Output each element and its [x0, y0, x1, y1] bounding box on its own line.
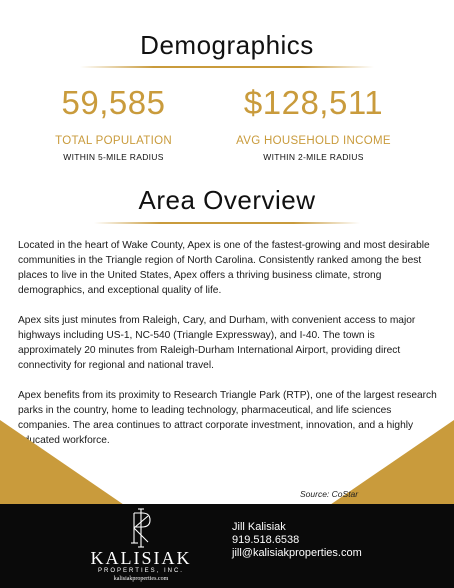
- demographics-title: Demographics: [140, 30, 314, 60]
- kalisiak-logo: [78, 508, 204, 582]
- contact-name: Jill Kalisiak: [232, 521, 286, 533]
- stat-sublabel: WITHIN 2-MILE RADIUS: [263, 152, 364, 162]
- overview-paragraph: Apex sits just minutes from Raleigh, Cary, and Durham, with convenient access to major highways including US-1, NC-540 (Triangle Expressway), and I-40. The town is approximately 20 minutes from Raleigh-Durham International Airport, providing direct connectivity for regional and national travel.: [18, 315, 416, 371]
- contact-phone[interactable]: 919.518.6538: [232, 534, 300, 546]
- stat-avg-household-income: [200, 84, 427, 162]
- stat-label: TOTAL POPULATION: [55, 135, 172, 147]
- demographics-divider: [80, 66, 374, 68]
- logo-name: KALISIAK: [90, 548, 192, 568]
- contact-email[interactable]: jill@kalisiakproperties.com: [232, 547, 362, 559]
- kp-monogram-icon: [126, 508, 156, 548]
- footer-bar: [0, 504, 454, 588]
- logo-url: kalisiakproperties.com: [113, 576, 169, 582]
- stat-value: $128,511: [243, 84, 384, 121]
- source-note: Source: CoStar: [300, 489, 359, 499]
- overview-paragraph: Apex benefits from its proximity to Research Triangle Park (RTP), one of the largest research parks in the country, home to leading technology, pharmaceutical, and life sciences companies. The area continues to attract corporate investment, innovation, and a highly educated workforce.: [18, 390, 437, 446]
- stat-sublabel: WITHIN 5-MILE RADIUS: [63, 152, 164, 162]
- logo-subtitle: PROPERTIES, INC.: [98, 568, 184, 574]
- stat-label: AVG HOUSEHOLD INCOME: [236, 135, 391, 147]
- overview-paragraph: Located in the heart of Wake County, Apex is one of the fastest-growing and most desirable communities in the Triangle region of North Carolina. Consistently ranked among the best places to live in the United States, Apex offers a thriving business climate, strong demographics, and exceptional quality of life.: [18, 240, 430, 296]
- area-overview-divider: [94, 222, 360, 224]
- stat-value: 59,585: [61, 84, 166, 121]
- stat-total-population: [0, 84, 227, 162]
- area-overview-title: Area Overview: [138, 185, 316, 215]
- contact-info: [232, 521, 362, 560]
